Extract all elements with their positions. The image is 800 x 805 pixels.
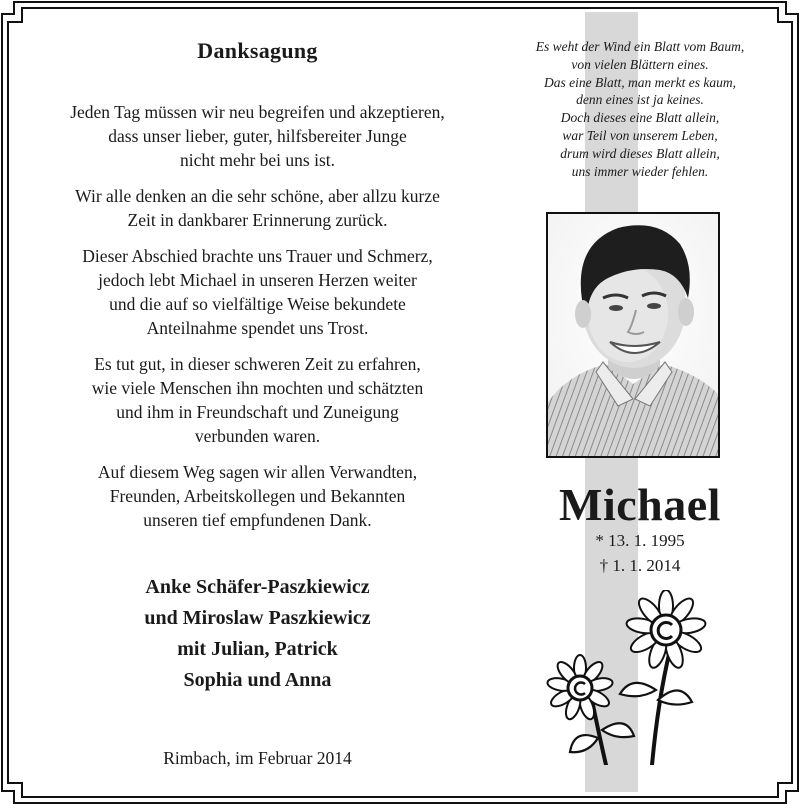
place-date: Rimbach, im Februar 2014	[163, 748, 352, 768]
deceased-name: Michael	[559, 479, 721, 530]
signer-line: mit Julian, Patrick	[177, 638, 338, 660]
text-line: wie viele Menschen ihn mochten und schätzten	[91, 378, 424, 398]
poem-line: von vielen Blättern eines.	[571, 56, 709, 72]
text-line: Anteilnahme spendet uns Trost.	[146, 318, 369, 338]
text-line: dass unser lieber, guter, hilfsbereiter Junge	[108, 126, 407, 146]
poem-line: drum wird dieses Blatt allein,	[560, 145, 720, 161]
poem-line: Es weht der Wind ein Blatt vom Baum,	[535, 39, 745, 54]
poem-line: uns immer wieder fehlen.	[571, 163, 709, 179]
sunflower-illustration	[540, 590, 710, 765]
text-line: Wir alle denken an die sehr schöne, aber allzu kurze	[75, 186, 440, 206]
thanks-text	[35, 100, 480, 532]
text-line: unseren tief empfundenen Dank.	[143, 510, 372, 530]
signer-line: Anke Schäfer-Paszkiewicz	[145, 576, 370, 598]
text-line: verbunden waren.	[194, 426, 321, 446]
text-line: und ihm in Freundschaft und Zuneigung	[116, 402, 399, 422]
text-line: Freunden, Arbeitskollegen und Bekannten	[109, 486, 406, 506]
poem-line: denn eines ist ja keines.	[576, 92, 704, 108]
text-line: Jeden Tag müssen wir neu begreifen und akzeptieren,	[70, 102, 445, 122]
signers	[35, 572, 480, 696]
text-line: Dieser Abschied brachte uns Trauer und Schmerz,	[82, 246, 433, 266]
sunflower-head	[546, 655, 613, 721]
text-line: und die auf so vielfältige Weise bekundete	[109, 294, 406, 314]
text-line: Es tut gut, in dieser schweren Zeit zu erfahren,	[94, 354, 421, 374]
page-title: Danksagung	[197, 38, 318, 63]
paragraph	[35, 352, 480, 448]
poem-line: Das eine Blatt, man merkt es kaum,	[544, 74, 736, 90]
portrait-illustration	[548, 214, 718, 456]
thanks-column	[35, 30, 480, 696]
poem-line: war Teil von unserem Leben,	[562, 127, 718, 143]
poem-line: Doch dieses eine Blatt allein,	[560, 110, 720, 126]
text-line: Auf diesem Weg sagen wir allen Verwandten,	[97, 462, 418, 482]
signer-line: und Miroslaw Paszkiewicz	[144, 607, 371, 629]
signer-line: Sophia und Anna	[183, 669, 332, 691]
paragraph	[35, 244, 480, 340]
paragraph	[35, 184, 480, 232]
text-line: nicht mehr bei uns ist.	[179, 150, 336, 170]
death-date: † 1. 1. 2014	[599, 556, 681, 575]
birth-date: * 13. 1. 1995	[595, 531, 685, 550]
portrait-photo	[546, 212, 720, 458]
paragraph	[35, 460, 480, 532]
text-line: Zeit in dankbarer Erinnerung zurück.	[127, 210, 388, 230]
paragraph	[35, 100, 480, 172]
sunflower-head	[625, 590, 706, 670]
text-line: jedoch lebt Michael in unseren Herzen weiter	[98, 270, 417, 290]
poem	[500, 38, 780, 180]
